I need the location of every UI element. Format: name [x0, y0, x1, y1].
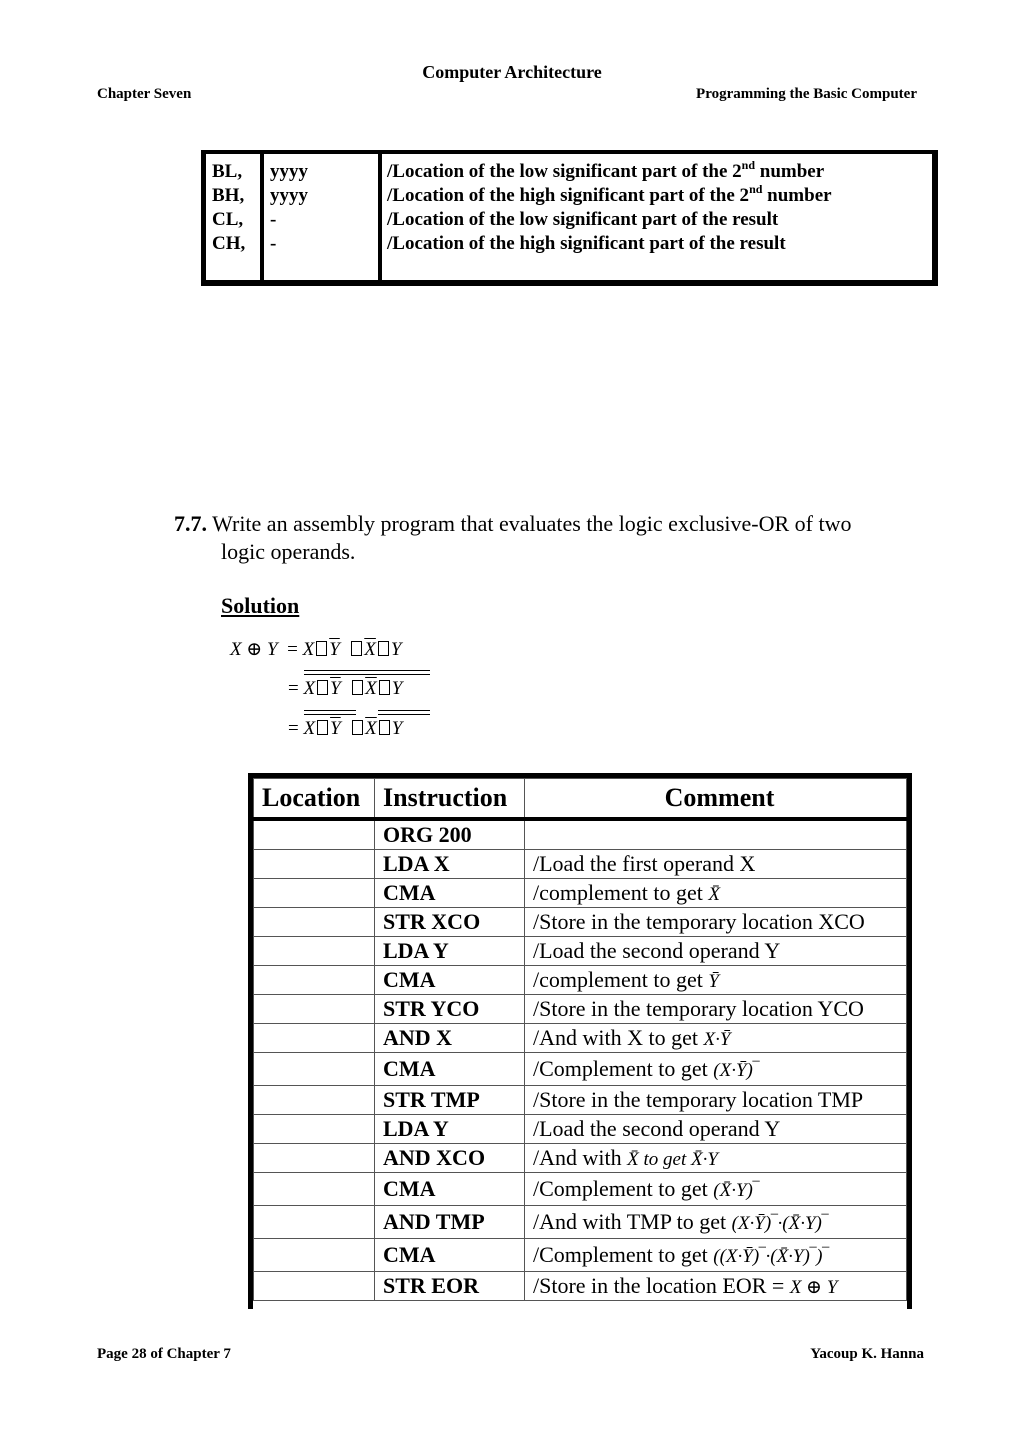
value-column: [270, 160, 308, 256]
location-cell: [254, 879, 375, 908]
location-cell: [254, 1144, 375, 1173]
column-header-location: Location: [254, 779, 375, 820]
instruction-cell: CMA: [375, 1173, 525, 1206]
equation-line-1: X ⊕ Y = X $\overline{Y}$ $\overline{X}$ Y: [230, 639, 402, 660]
table-row-value: yyyy: [270, 161, 308, 182]
location-cell: [254, 1173, 375, 1206]
table-row-comment: /Location of the low significant part of the result: [387, 209, 779, 230]
comment-cell: [525, 819, 907, 850]
table-row-label: BH,: [212, 185, 245, 206]
comment-cell: /Store in the location EOR = X ⊕ Y: [525, 1272, 907, 1301]
comment-column: [387, 157, 832, 256]
section-label: Programming the Basic Computer: [696, 86, 917, 102]
problem-text: Write an assembly program that evaluates the logic exclusive-OR of two: [212, 511, 852, 536]
instruction-cell: STR EOR: [375, 1272, 525, 1301]
solution-heading: Solution: [221, 593, 300, 618]
table-row-value: yyyy: [270, 185, 308, 206]
table-divider: [260, 154, 264, 280]
comment-cell: /And with TMP to get (X·Ȳ)‾·(X̄·Y)‾: [525, 1206, 907, 1239]
location-cell: [254, 937, 375, 966]
instruction-cell: STR XCO: [375, 908, 525, 937]
author-name: Yacoup K. Hanna: [810, 1346, 924, 1362]
table-row: [254, 995, 907, 1024]
table-row: [254, 1144, 907, 1173]
comment-cell: /Load the second operand Y: [525, 1115, 907, 1144]
comment-cell: /And with X to get X·Ȳ: [525, 1024, 907, 1053]
problem-text-continued: logic operands.: [221, 539, 356, 564]
instruction-cell: AND XCO: [375, 1144, 525, 1173]
page-number: Page 28 of Chapter 7: [97, 1346, 231, 1362]
comment-cell: /Store in the temporary location TMP: [525, 1086, 907, 1115]
location-cell: [254, 1086, 375, 1115]
table-row-label: BL,: [212, 161, 243, 182]
table-row: [254, 966, 907, 995]
column-header-comment: Comment: [525, 779, 907, 820]
memory-location-table: [201, 150, 938, 286]
location-cell: [254, 1115, 375, 1144]
instruction-cell: LDA X: [375, 850, 525, 879]
table-row-label: CL,: [212, 209, 244, 230]
comment-cell: /Load the second operand Y: [525, 937, 907, 966]
table-row: [254, 908, 907, 937]
location-cell: [254, 1239, 375, 1272]
location-cell: [254, 995, 375, 1024]
instruction-cell: CMA: [375, 1239, 525, 1272]
table-row: [254, 1086, 907, 1115]
instruction-cell: ORG 200: [375, 819, 525, 850]
table-row-value: -: [270, 233, 277, 254]
table-row: [254, 937, 907, 966]
table-row: [254, 1053, 907, 1086]
table-row: [254, 1173, 907, 1206]
table-row-comment: /Location of the low significant part of the 2nd number: [387, 157, 825, 182]
problem-statement: [174, 510, 944, 566]
location-cell: [254, 1206, 375, 1239]
table-row-value: -: [270, 209, 277, 230]
location-cell: [254, 1053, 375, 1086]
comment-cell: /complement to get Ȳ: [525, 966, 907, 995]
comment-cell: /Complement to get ((X·Ȳ)‾·(X̄·Y)‾)‾: [525, 1239, 907, 1272]
page-header-title: Computer Architecture: [422, 62, 602, 82]
instruction-cell: LDA Y: [375, 1115, 525, 1144]
location-cell: [254, 1024, 375, 1053]
chapter-label: Chapter Seven: [97, 86, 192, 102]
instruction-cell: STR YCO: [375, 995, 525, 1024]
location-cell: [254, 966, 375, 995]
table-divider: [378, 154, 382, 280]
table-row-comment: /Location of the high significant part of the result: [387, 233, 786, 254]
equation-line-2: = X $\overline{Y}$ $\overline{X}$ Y: [288, 678, 403, 699]
instruction-cell: STR TMP: [375, 1086, 525, 1115]
table-row: [254, 1024, 907, 1053]
table-row: [254, 1115, 907, 1144]
table-row: [254, 1272, 907, 1301]
location-cell: [254, 850, 375, 879]
comment-cell: /And with X̄ to get X̄·Y: [525, 1144, 907, 1173]
instruction-cell: AND TMP: [375, 1206, 525, 1239]
label-column: [212, 160, 245, 256]
comment-cell: /Load the first operand X: [525, 850, 907, 879]
location-cell: [254, 908, 375, 937]
instruction-cell: CMA: [375, 966, 525, 995]
instruction-cell: AND X: [375, 1024, 525, 1053]
table-row: [254, 819, 907, 850]
table-row: [254, 1239, 907, 1272]
comment-cell: /Store in the temporary location YCO: [525, 995, 907, 1024]
instruction-cell: LDA Y: [375, 937, 525, 966]
comment-cell: /Complement to get (X̄·Y)‾: [525, 1173, 907, 1206]
location-cell: [254, 1272, 375, 1301]
comment-cell: /complement to get X̄: [525, 879, 907, 908]
column-header-instruction: Instruction: [375, 779, 525, 820]
comment-cell: /Store in the temporary location XCO: [525, 908, 907, 937]
table-row: [254, 1206, 907, 1239]
table-row: [254, 879, 907, 908]
table-row: [254, 850, 907, 879]
instruction-cell: CMA: [375, 1053, 525, 1086]
location-cell: [254, 819, 375, 850]
program-table: [248, 773, 912, 1309]
instruction-cell: CMA: [375, 879, 525, 908]
table-row-label: CH,: [212, 233, 246, 254]
equation-line-3: = X $\overline{Y}$ $\overline{X}$ Y: [288, 718, 403, 739]
table-row-comment: /Location of the high significant part of the 2nd number: [387, 181, 832, 206]
comment-cell: /Complement to get (X·Ȳ)‾: [525, 1053, 907, 1086]
problem-number: 7.7.: [174, 511, 207, 536]
